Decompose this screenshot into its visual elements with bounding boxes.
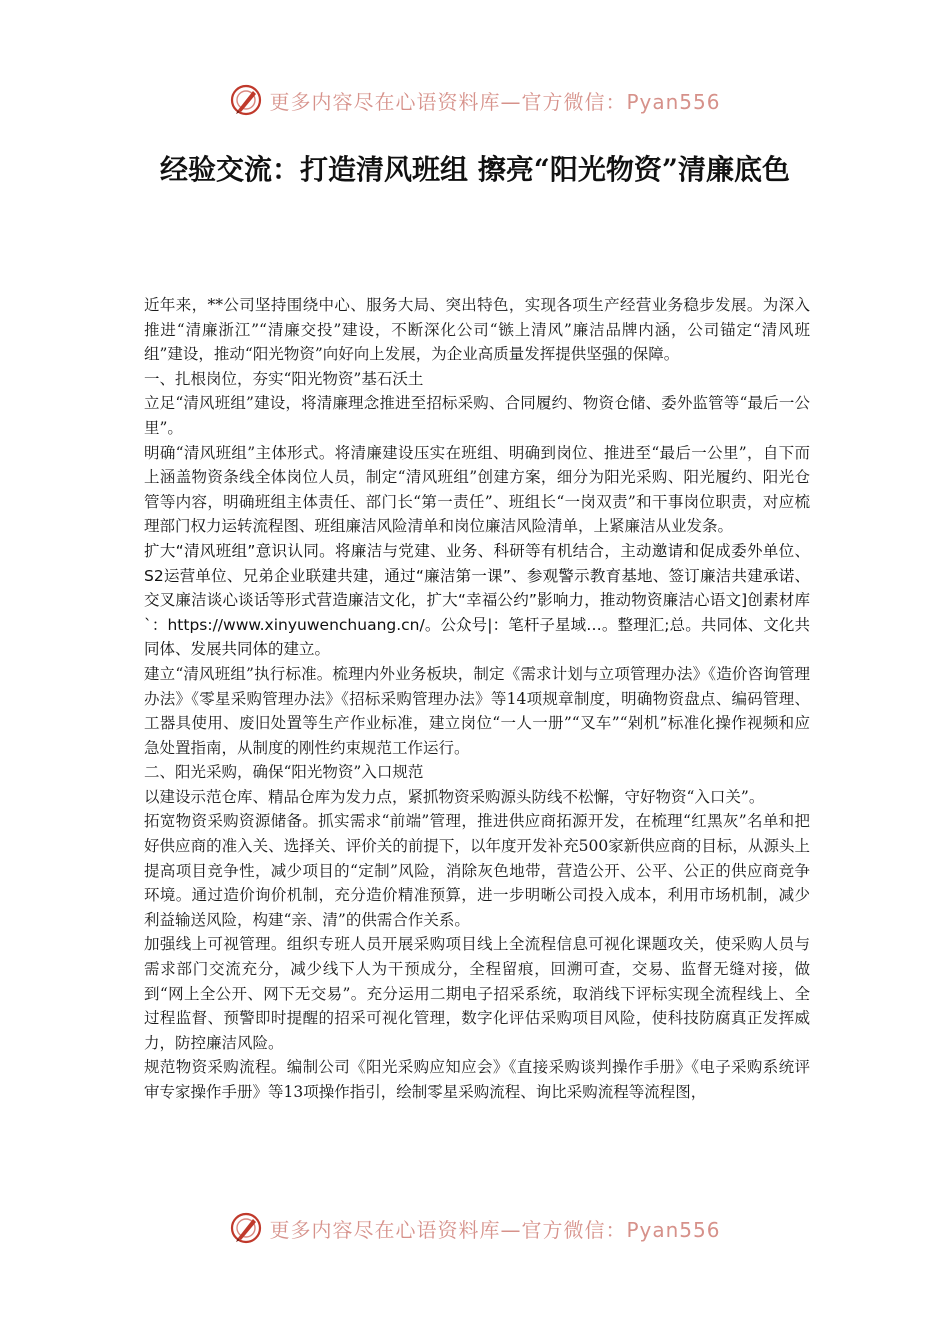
pen-logo-icon	[229, 1211, 263, 1245]
paragraph: 明确“清风班组”主体形式。将清廉建设压实在班组、明确到岗位、推进至“最后一公里”，自下而上涵盖物资条线全体岗位人员，制定“清风班组”创建方案，细分为阳光采购、阳光履约、阳光仓管等内容，明确班组主体责任、部门长“第一责任”、班组长“一岗双责”和干事岗位职责，对应梳理部门权力运转流程图、班组廉洁风险清单和岗位廉洁风险清单，上紧廉洁从业发条。	[144, 443, 810, 536]
paragraph: 加强线上可视管理。组织专班人员开展采购项目线上全流程信息可视化课题攻关，使采购人员与需求部门交流充分，减少线下人为干预成分，全程留痕，回溯可查，交易、监督无缝对接，做到“网上全公开、网下无交易”。充分运用二期电子招采系统，取消线下评标实现全流程线上、全过程监督、预警即时提醒的招采可视化管理，数字化评估采购项目风险，使科技防腐真正发挥威力，防控廉洁风险。	[144, 935, 810, 1052]
paragraph: 扩大“清风班组”意识认同。将廉洁与党建、业务、科研等有机结合，主动邀请和促成委外单位、S2运营单位、兄弟企业联建共建，通过“廉洁第一课”、参观警示教育基地、签订廉洁共建承诺、交叉廉洁谈心谈话等形式营造廉洁文化，扩大“幸福公约”影响力，推动物资廉洁心语文]创素材库`：https://www.xinyuwenchuang.cn/。公众号|：笔杆子星域…。整理汇;总。共同体、文化共同体、发展共同体的建立。	[144, 541, 810, 659]
paragraph: 以建设示范仓库、精品仓库为发力点，紧抓物资采购源头防线不松懈，守好物资“入口关”。	[144, 787, 765, 806]
paragraph: 规范物资采购流程。编制公司《阳光采购应知应会》《直接采购谈判操作手册》《电子采购系统评审专家操作手册》等13项操作指引，绘制零星采购流程、询比采购流程等流程图，	[144, 1058, 810, 1101]
watermark-text: 更多内容尽在心语资料库—官方微信：Pyan556	[269, 89, 721, 114]
paragraph: 拓宽物资采购资源储备。抓实需求“前端”管理，推进供应商拓源开发，在梳理“红黑灰”名单和把好供应商的准入关、选择关、评价关的前提下，以年度开发补充500家新供应商的目标，从源头上提高项目竞争性，减少项目的“定制”风险，消除灰色地带，营造公开、公平、公正的供应商竞争环境。通过造价询价机制，充分造价精准预算，进一步明晰公司投入成本，利用市场机制，减少利益输送风险，构建“亲、清”的供需合作关系。	[144, 812, 810, 929]
paragraph: 建立“清风班组”执行标准。梳理内外业务板块，制定《需求计划与立项管理办法》《造价咨询管理办法》《零星采购管理办法》《招标采购管理办法》等14项规章制度，明确物资盘点、编码管理、工器具使用、废旧处置等生产作业标准，建立岗位“一人一册”“叉车”“剁机”标准化操作视频和应急处置指南，从制度的刚性约束规范工作运行。	[144, 664, 810, 757]
section-heading-1: 一、扎根岗位，夯实“阳光物资”基石沃土	[144, 369, 424, 388]
paragraph-intro: 近年来，**公司坚持围绕中心、服务大局、突出特色，实现各项生产经营业务稳步发展。为深入推进“清廉浙江”“清廉交投”建设，不断深化公司“镞上清风”廉洁品牌内涵，公司锚定“清风班组”建设，推动“阳光物资”向好向上发展，为企业高质量发挥提供坚强的保障。	[144, 296, 810, 364]
pen-logo-icon	[229, 83, 263, 117]
article-body	[144, 293, 810, 1105]
watermark-banner-bottom	[0, 1208, 950, 1248]
watermark-banner-top	[0, 80, 950, 120]
paragraph: 立足“清风班组”建设，将清廉理念推进至招标采购、合同履约、物资仓储、委外监管等“最后一公里”。	[144, 394, 810, 437]
section-heading-2: 二、阳光采购，确保“阳光物资”入口规范	[144, 763, 424, 782]
page-title: 经验交流：打造清风班组 擦亮“阳光物资”清廉底色	[160, 153, 790, 186]
watermark-text: 更多内容尽在心语资料库—官方微信：Pyan556	[269, 1217, 721, 1242]
